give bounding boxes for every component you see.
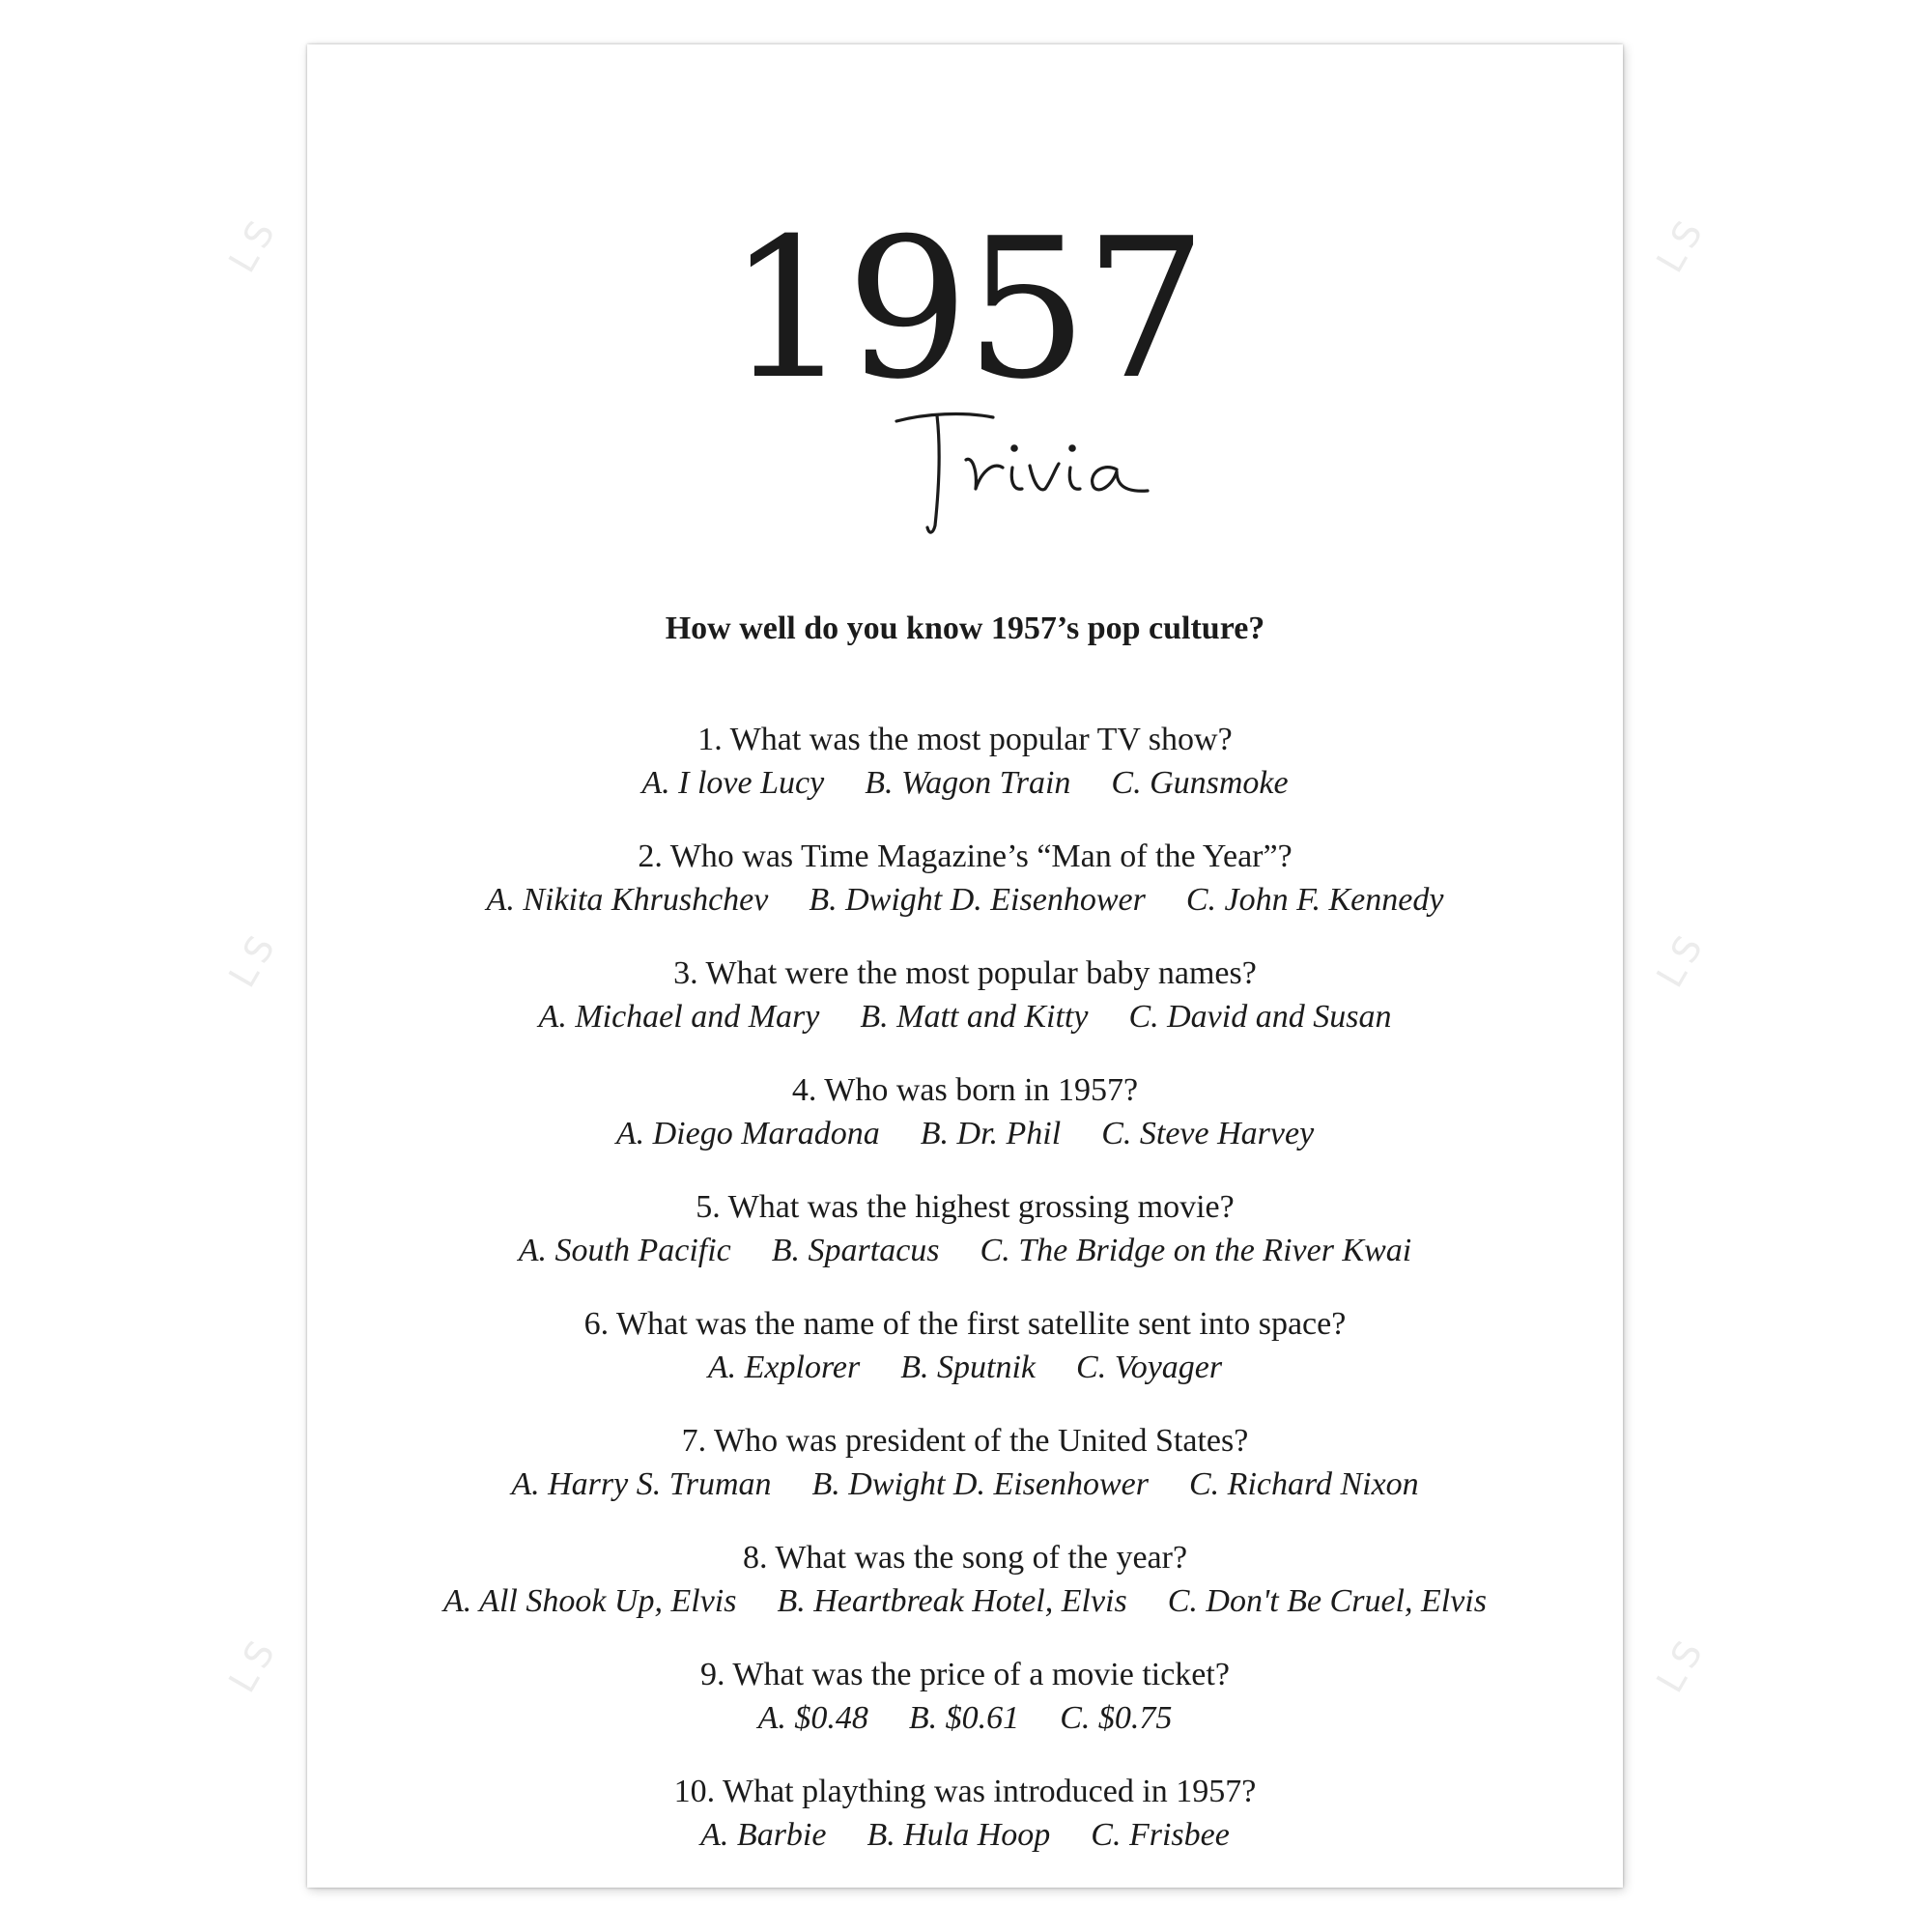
answer-a: A. Explorer — [707, 1350, 861, 1385]
answer-b: B. Dwight D. Eisenhower — [811, 1466, 1149, 1502]
watermark: LS — [1648, 922, 1716, 995]
answer-c: C. David and Susan — [1128, 999, 1392, 1035]
question-item — [307, 1303, 1623, 1420]
question-text: 10. What plaything was introduced in 1957? — [673, 1774, 1257, 1809]
answer-b: B. Spartacus — [771, 1233, 940, 1268]
answer-a: A. All Shook Up, Elvis — [443, 1583, 737, 1619]
answer-c: C. Richard Nixon — [1189, 1466, 1419, 1502]
answer-b: B. Matt and Kitty — [860, 999, 1089, 1035]
question-item — [307, 1654, 1623, 1771]
trivia-card — [307, 44, 1623, 1888]
answer-options — [307, 1229, 1623, 1273]
answer-a: A. Barbie — [700, 1817, 827, 1853]
question-text: 5. What was the highest grossing movie? — [696, 1189, 1235, 1225]
answer-b: B. Heartbreak Hotel, Elvis — [777, 1583, 1127, 1619]
question-item — [307, 1069, 1623, 1186]
watermark: LS — [220, 922, 288, 995]
answer-options — [307, 761, 1623, 806]
watermark: LS — [220, 1627, 288, 1700]
answer-a: A. I love Lucy — [641, 765, 825, 801]
answer-b: B. Dr. Phil — [920, 1116, 1062, 1151]
answer-c: C. Don't Be Cruel, Elvis — [1167, 1583, 1487, 1619]
answer-b: B. Wagon Train — [865, 765, 1071, 801]
answer-a: A. Nikita Khrushchev — [486, 882, 769, 918]
answer-options — [307, 1112, 1623, 1156]
answer-c: C. Steve Harvey — [1101, 1116, 1315, 1151]
answer-options — [307, 1579, 1623, 1624]
question-item — [307, 1771, 1623, 1888]
question-item — [307, 952, 1623, 1069]
question-text: 2. Who was Time Magazine’s “Man of the Year”? — [638, 838, 1293, 874]
answer-b: B. Hula Hoop — [867, 1817, 1051, 1853]
question-text: 3. What were the most popular baby names? — [673, 955, 1257, 991]
question-text: 6. What was the name of the first satellite sent into space? — [583, 1306, 1347, 1342]
watermark: LS — [220, 207, 288, 280]
answer-c: C. Frisbee — [1091, 1817, 1230, 1853]
question-item — [307, 1420, 1623, 1537]
script-word-trivia — [858, 392, 1206, 547]
answer-c: C. Voyager — [1076, 1350, 1223, 1385]
answer-b: B. Sputnik — [900, 1350, 1037, 1385]
question-item — [307, 1537, 1623, 1654]
answer-options — [307, 878, 1623, 923]
question-text: 9. What was the price of a movie ticket? — [700, 1657, 1230, 1692]
subtitle: How well do you know 1957’s pop culture? — [665, 611, 1265, 646]
question-item — [307, 836, 1623, 952]
answer-options — [307, 995, 1623, 1039]
answer-a: A. $0.48 — [757, 1700, 868, 1736]
question-text: 1. What was the most popular TV show? — [697, 722, 1233, 757]
question-list — [307, 719, 1623, 1888]
answer-c: C. The Bridge on the River Kwai — [980, 1233, 1412, 1268]
watermark: LS — [1648, 207, 1716, 280]
answer-a: A. Diego Maradona — [615, 1116, 880, 1151]
year-title: 1957 — [726, 197, 1204, 422]
question-text: 7. Who was president of the United States? — [681, 1423, 1249, 1459]
question-text: 4. Who was born in 1957? — [791, 1072, 1139, 1108]
question-item — [307, 719, 1623, 836]
answer-options — [307, 1346, 1623, 1390]
answer-options — [307, 1463, 1623, 1507]
answer-options — [307, 1696, 1623, 1741]
answer-b: B. $0.61 — [908, 1700, 1020, 1736]
watermark: LS — [1648, 1627, 1716, 1700]
question-item — [307, 1186, 1623, 1303]
question-text: 8. What was the song of the year? — [742, 1540, 1188, 1576]
answer-c: C. $0.75 — [1060, 1700, 1173, 1736]
answer-c: C. Gunsmoke — [1111, 765, 1289, 801]
answer-b: B. Dwight D. Eisenhower — [809, 882, 1146, 918]
answer-a: A. Michael and Mary — [538, 999, 820, 1035]
answer-options — [307, 1813, 1623, 1858]
answer-a: A. South Pacific — [518, 1233, 731, 1268]
script-lettering-icon — [858, 392, 1206, 547]
answer-a: A. Harry S. Truman — [511, 1466, 772, 1502]
answer-c: C. John F. Kennedy — [1185, 882, 1444, 918]
